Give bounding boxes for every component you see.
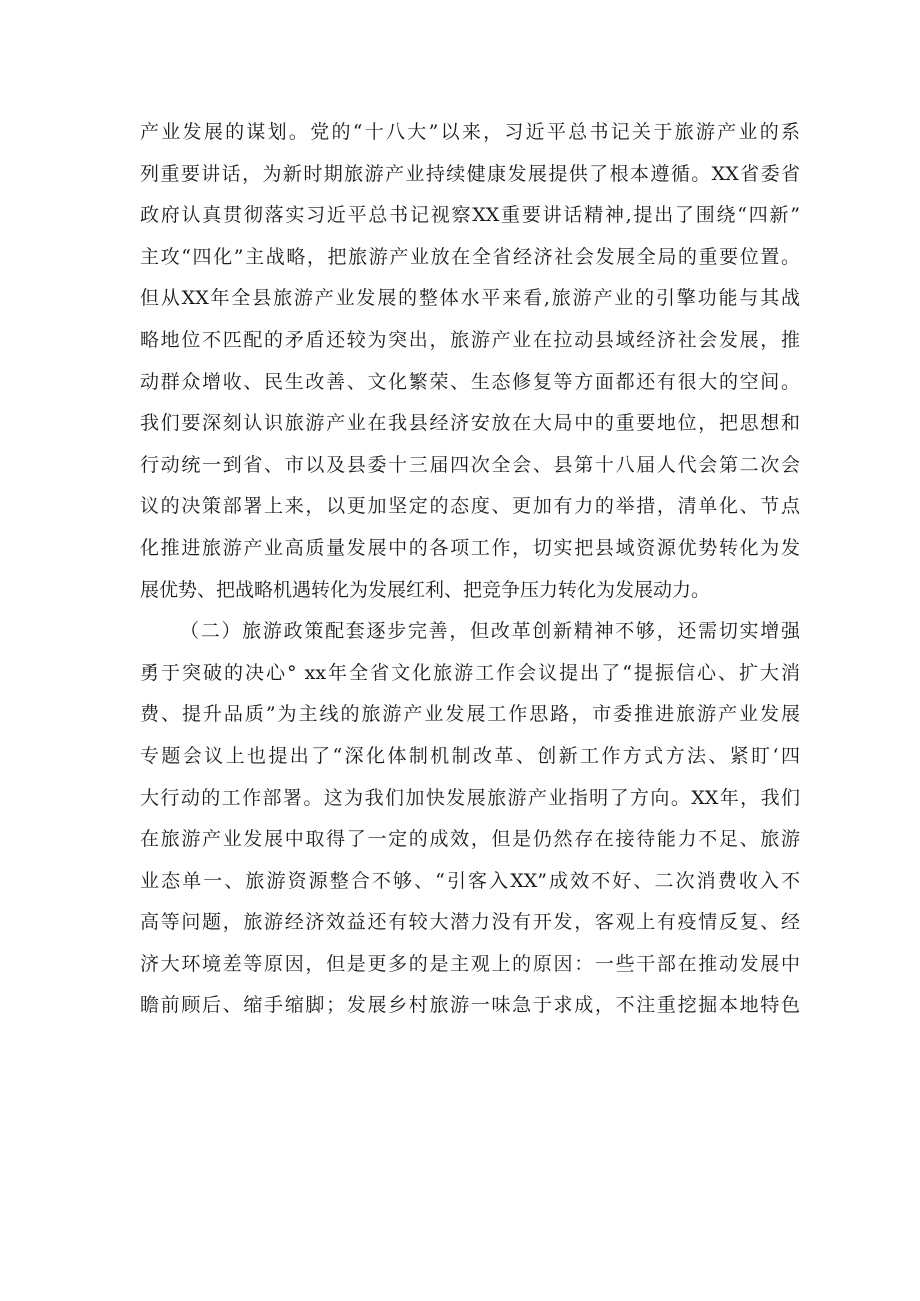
text-line: 略地位不匹配的矛盾还较为突出，旅游产业在拉动县域经济社会发展，推 xyxy=(140,328,800,351)
paragraph xyxy=(140,112,800,611)
text-line: 在旅游产业发展中取得了一定的成效，但是仍然存在接待能力不足、旅游 xyxy=(140,828,800,851)
paragraph xyxy=(140,611,800,1027)
text-line: 展优势、把战略机遇转化为发展红利、把竞争压力转化为发展动力。 xyxy=(140,578,711,601)
text-line: 产业发展的谋划。党的“十八大”以来，习近平总书记关于旅游产业的系 xyxy=(140,121,800,143)
text-line: 动群众增收、民生改善、文化繁荣、生态修复等方面都还有很大的空间。 xyxy=(140,370,800,393)
text-line: 济大环境差等原因，但是更多的是主观上的原因：一些干部在推动发展中 xyxy=(140,952,800,975)
text-line: （二）旅游政策配套逐步完善，但改革创新精神不够，还需切实增强 xyxy=(180,620,800,643)
text-line: 费、提升品质”为主线的旅游产业发展工作思路，市委推进旅游产业发展 xyxy=(140,703,800,726)
text-line: 议的决策部署上来，以更加坚定的态度、更加有力的举措，清单化、节点 xyxy=(140,495,800,518)
text-line: 化推进旅游产业高质量发展中的各项工作，切实把县域资源优势转化为发 xyxy=(140,536,800,559)
text-line: 我们要深刻认识旅游产业在我县经济安放在大局中的重要地位，把思想和 xyxy=(140,412,800,435)
text-line: 专题会议上也提出了“深化体制机制改革、创新工作方式方法、紧盯‘四 xyxy=(140,744,800,767)
text-line: 高等问题，旅游经济效益还有较大潜力没有开发，客观上有疫情反复、经 xyxy=(140,911,800,934)
text-line: 但从XX年全县旅游产业发展的整体水平来看,旅游产业的引擎功能与其战 xyxy=(140,287,800,310)
text-line: 大行动的工作部署。这为我们加快发展旅游产业指明了方向。XX年，我们 xyxy=(140,786,800,809)
text-line: 勇于突破的决心° xx年全省文化旅游工作会议提出了“提振信心、扩大消 xyxy=(140,661,800,684)
document-body xyxy=(140,112,800,1027)
text-line: 列重要讲话，为新时期旅游产业持续健康发展提供了根本遵循。XX省委省 xyxy=(140,162,800,185)
text-line: 政府认真贯彻落实习近平总书记视察XX重要讲话精神,提出了围绕“四新” xyxy=(140,204,800,227)
text-line: 行动统一到省、市以及县委十三届四次全会、县第十八届人代会第二次会 xyxy=(140,453,800,476)
text-line: 业态单一、旅游资源整合不够、“引客入XX”成效不好、二次消费收入不 xyxy=(140,869,800,892)
text-line: 主攻“四化”主战略，把旅游产业放在全省经济社会发展全局的重要位置。 xyxy=(140,245,800,268)
text-line: 瞻前顾后、缩手缩脚；发展乡村旅游一味急于求成，不注重挖掘本地特色 xyxy=(140,994,800,1017)
